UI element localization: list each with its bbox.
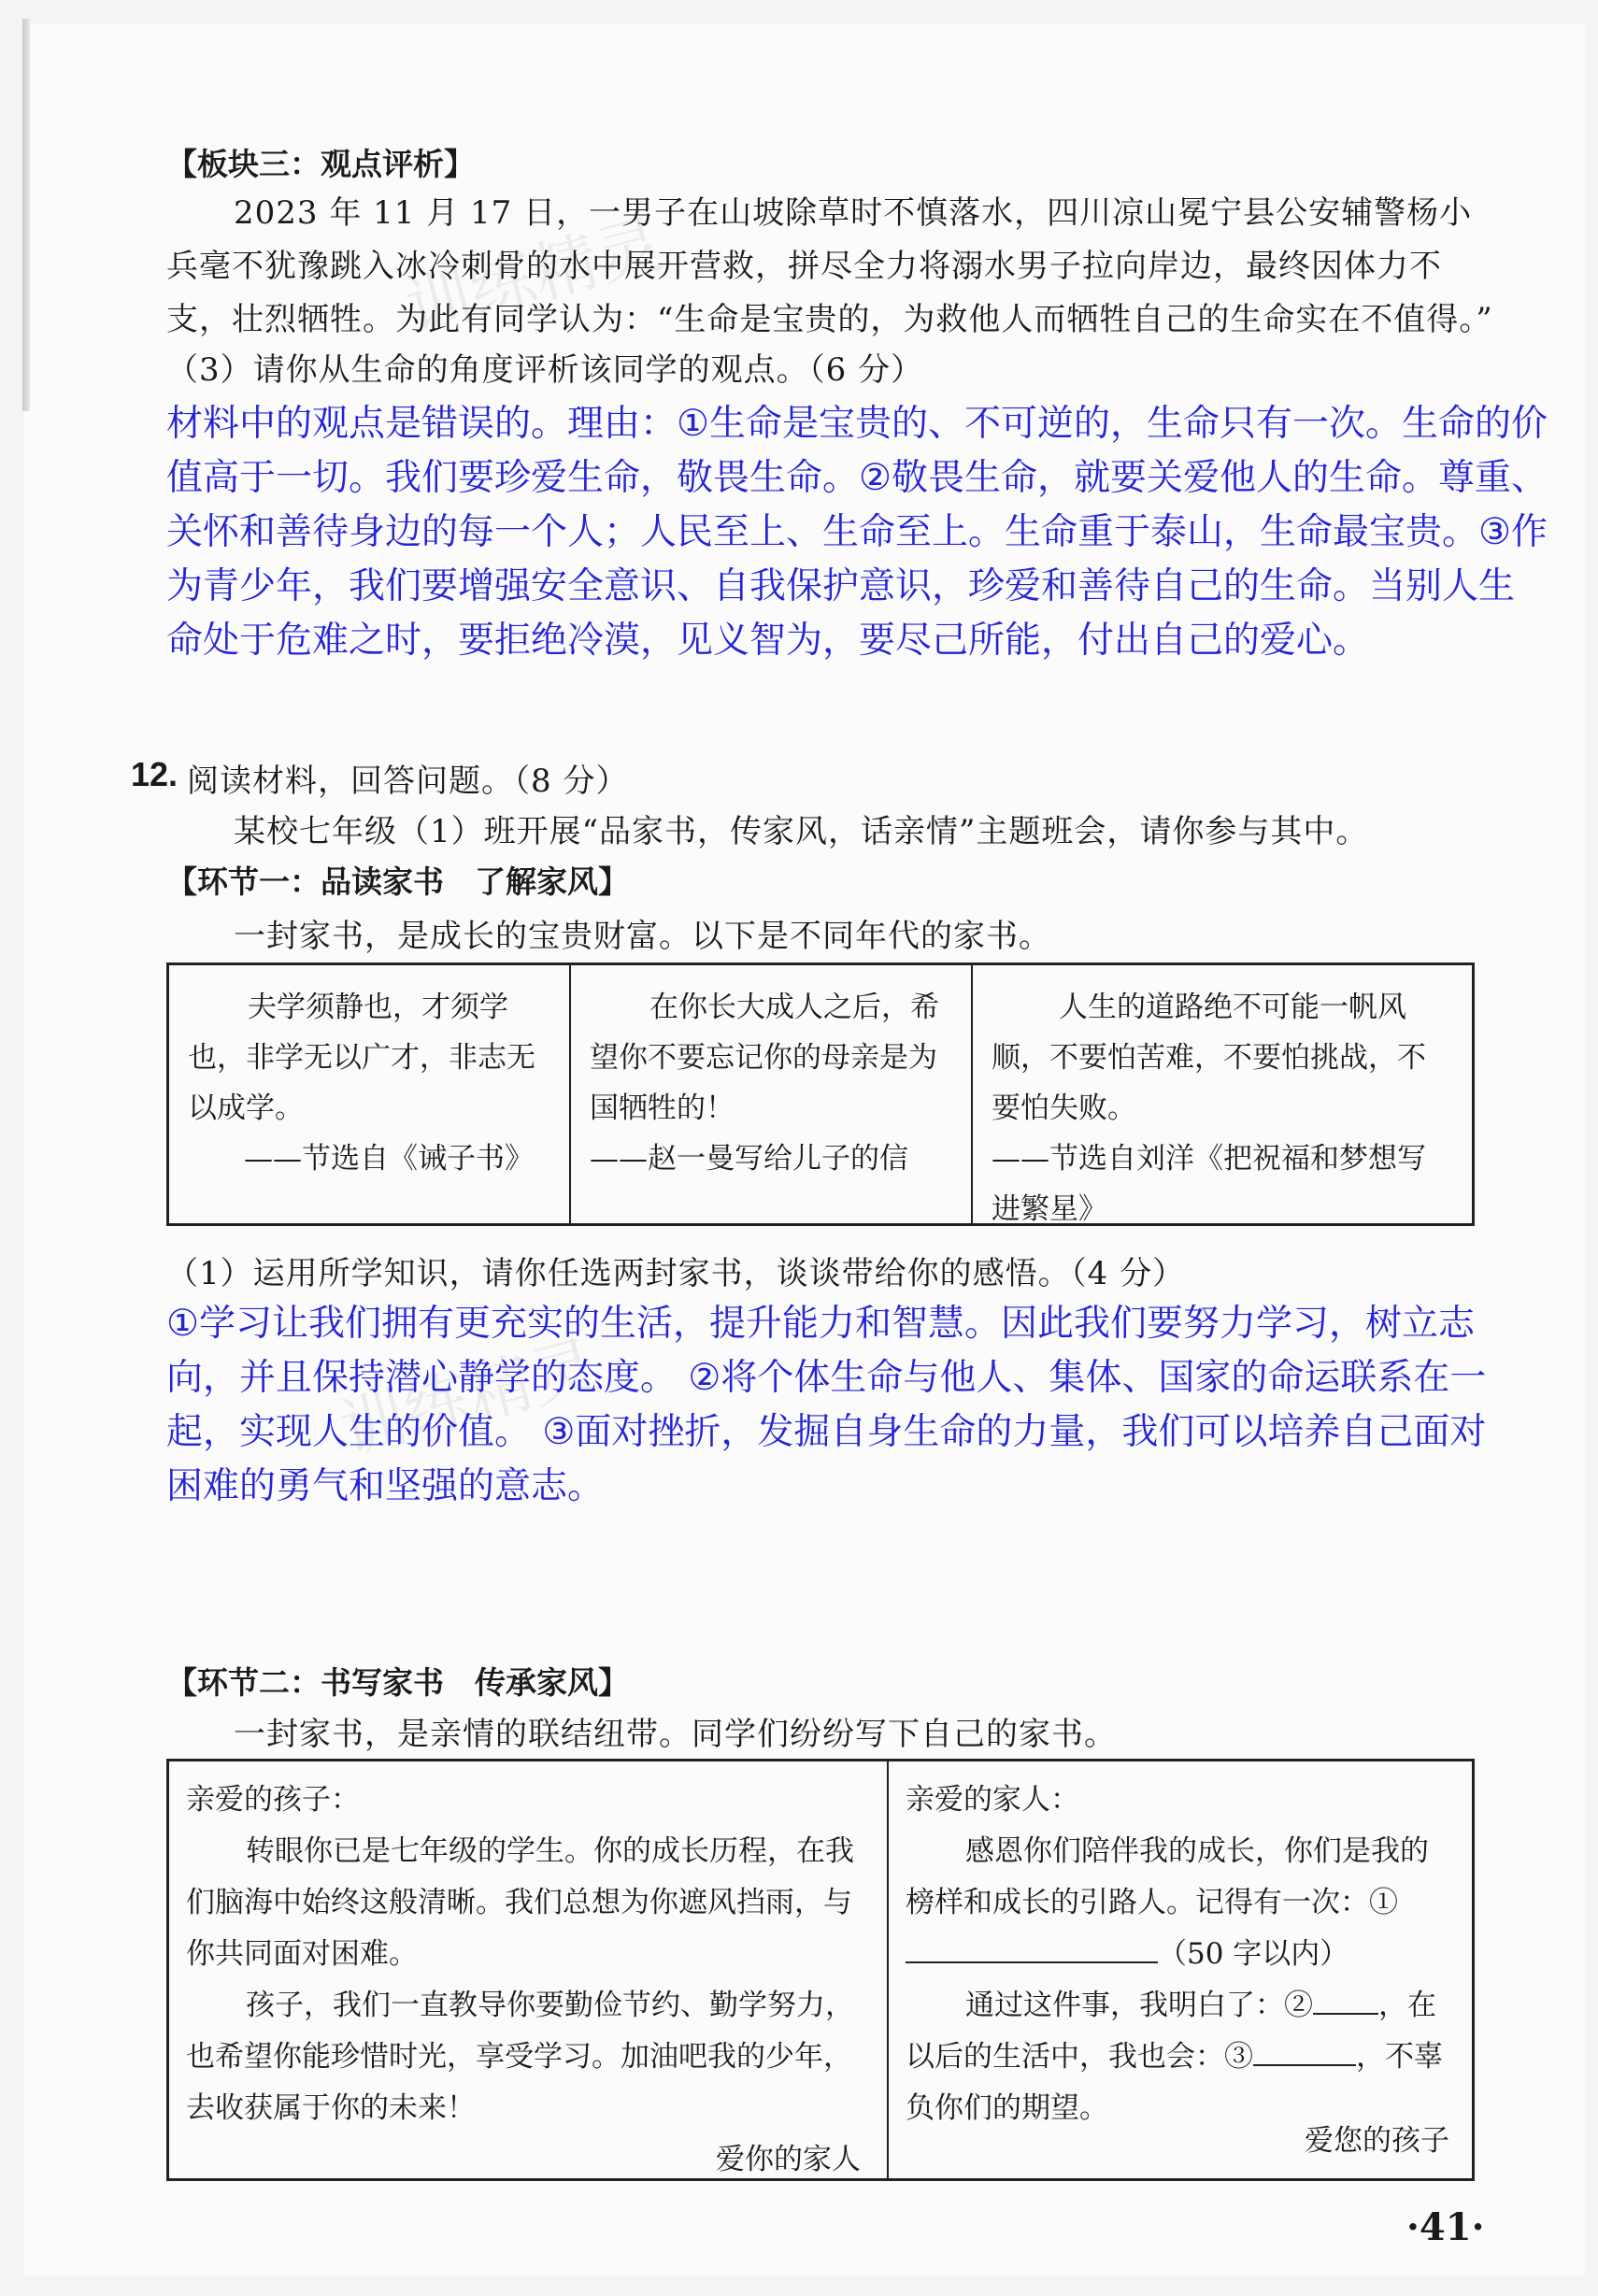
part2-intro: 一封家书，是亲情的联结纽带。同学们纷纷写下自己的家书。 <box>234 1716 1117 1753</box>
sub-question-1: （1）运用所学知识，请你任选两封家书，谈谈带给你的感悟。（4 分） <box>166 1255 1186 1292</box>
question-3: （3）请你从生命的角度评析该同学的观点。（6 分） <box>166 351 924 389</box>
letter-source: ——节选自刘洋《把祝福和梦想写进繁星》 <box>992 1142 1426 1226</box>
part1-intro: 一封家书，是成长的宝贵财富。以下是不同年代的家书。 <box>234 918 1051 955</box>
watermark: 训练精灵 <box>332 1326 606 1469</box>
parent-letter <box>169 1761 889 2178</box>
letter-text: 感恩你们陪伴我的成长，你们是我的榜样和成长的引路人。记得有一次：① <box>906 1834 1429 1919</box>
section-heading: 【板块三：观点评析】 <box>166 146 475 182</box>
material-text: 2023 年 11 月 17 日，一男子在山坡除草时不慎落水，四川凉山冕宁县公安辅警杨小兵毫不犹豫跳入冰冷刺骨的水中展开营救，拼尽全力将溺水男子拉向岸边，最终因体力不支，壮烈牺牲。为此有同学认为：“生命是宝贵的，为救他人而牺牲自己的生命实在不值得。” <box>166 194 1493 338</box>
letter-cell-1 <box>169 965 571 1223</box>
question-title: 阅读材料，回答问题。（8 分） <box>187 763 629 800</box>
letter-signature: 爱您的孩子 <box>1305 2124 1449 2158</box>
part2-heading: 【环节二：书写家书 传承家风】 <box>166 1664 629 1701</box>
letter-paragraph: 转眼你已是七年级的学生。你的成长历程，在我们脑海中始终这般清晰。我们总想为你遮风挡雨，与你共同面对困难。 <box>186 1834 854 1971</box>
letter-source: ——节选自《诫子书》 <box>244 1142 534 1176</box>
letter-text: ，在以后的生活中，我也会：③ <box>906 1989 1436 2074</box>
letter-text: 在你长大成人之后，希望你不要忘记你的母亲是为国牺牲的！ <box>590 991 939 1125</box>
letter-greeting: 亲爱的孩子： <box>186 1783 360 1817</box>
letters-table <box>166 963 1475 1226</box>
part1-heading: 【环节一：品读家书 了解家风】 <box>166 863 629 900</box>
answer-1: ①学习让我们拥有更充实的生活，提升能力和智慧。因此我们要努力学习，树立志向，并且保持潜心静学的态度。 ②将个体生命与他人、集体、国家的命运联系在一起，实现人生的价值。 ③面对挫折，发掘自身生命的力量，我们可以培养自己面对困难的勇气和坚强的意志。 <box>166 1303 1487 1507</box>
letter-greeting: 亲爱的家人： <box>906 1783 1079 1817</box>
binding-edge <box>22 19 30 411</box>
letter-text: 人生的道路绝不可能一帆风顺，不要怕苦难，不要怕挑战，不要怕失败。 <box>992 991 1426 1125</box>
answer-blank-2[interactable] <box>1313 2013 1378 2015</box>
question-number: 12. <box>131 755 178 793</box>
letter-text: 通过这件事，我明白了：② <box>965 1989 1313 2022</box>
watermark: 训练精灵 <box>397 205 671 348</box>
letter-signature: 爱你的家人 <box>716 2143 861 2176</box>
answer-3: 材料中的观点是错误的。理由：①生命是宝贵的、不可逆的，生命只有一次。生命的价值高于一切。我们要珍爱生命，敬畏生命。②敬畏生命，就要关爱他人的生命。尊重、关怀和善待身边的每一个人；人民至上、生命至上。生命重于泰山，生命最宝贵。③作为青少年，我们要增强安全意识、自我保护意识，珍爱和善待自己的生命。当别人生命处于危难之时，要拒绝冷漠，见义智为，要尽己所能，付出自己的爱心。 <box>166 403 1548 662</box>
letter-text: 夫学须静也，才须学也，非学无以广才，非志无以成学。 <box>188 991 535 1125</box>
letter-source: ——赵一曼写给儿子的信 <box>590 1142 908 1176</box>
letter-cell-3 <box>973 965 1472 1226</box>
letter-cell-2 <box>571 965 973 1223</box>
letter-paragraph: 孩子，我们一直教导你要勤俭节约、勤学努力，也希望你能珍惜时光，享受学习。加油吧我的少年，去收获属于你的未来！ <box>186 1989 854 2125</box>
letter-text: （50 字以内） <box>1158 1937 1349 1971</box>
letter-text: ，不辜负你们的期望。 <box>906 2040 1443 2125</box>
child-letter <box>889 1761 1472 2178</box>
question-intro: 某校七年级（1）班开展“品家书，传家风，话亲情”主题班会，请你参与其中。 <box>234 813 1369 850</box>
page-number: ·41· <box>1406 2205 1485 2249</box>
answer-blank-3[interactable] <box>1253 2064 1356 2066</box>
answer-blank-1[interactable] <box>906 1961 1158 1963</box>
family-letters-table <box>166 1759 1475 2181</box>
